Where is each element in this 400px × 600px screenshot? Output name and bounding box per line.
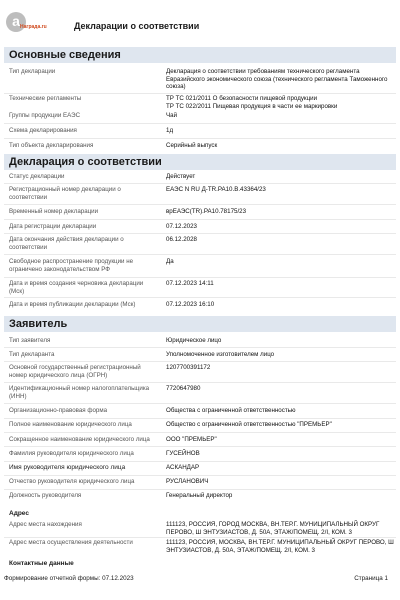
field-value: 111123, РОССИЯ, ГОРОД МОСКВА, ВН.ТЕР.Г. МУНИЦИПАЛЬНЫЙ ОКРУГ ПЕРОВО, Ш ЭНТУЗИАСТОВ, Д. 50А, ЭТАЖ/ПОМЕЩ. 2/I, КОМ. 3 — [166, 521, 380, 536]
address-heading: Адрес — [9, 510, 29, 517]
field-value: ГУСЕЙНОВ — [166, 450, 200, 457]
field-value: 7720647980 — [166, 385, 201, 392]
field-value: Общества с ограниченной ответственностью — [166, 407, 296, 414]
divider — [4, 254, 396, 255]
field-value: Уполномоченное изготовителем лицо — [166, 351, 275, 358]
divider — [4, 446, 396, 447]
field-label: Статус декларации — [9, 173, 65, 180]
divider — [4, 361, 396, 362]
divider — [4, 489, 396, 490]
field-value: Действует — [166, 173, 196, 180]
logo-text: Награда.ru — [20, 24, 47, 30]
page-title: Декларации о соответствии — [74, 21, 200, 31]
field-label: Свободное распространение продукции не ограничено законодательством РФ — [9, 258, 134, 273]
page-number: Страница 1 — [354, 575, 388, 582]
field-value: ТР ТС 021/2011 О безопасности пищевой продукции ТР ТС 022/2011 Пищевая продукция в части ее маркировки — [166, 95, 338, 110]
field-label: Схема декларирования — [9, 127, 77, 134]
field-value: Декларация о соответствии требованиям технического регламента Евразийского экономического союза (технического регламента Таможенного союза) — [166, 68, 388, 91]
field-value: Да — [166, 258, 174, 265]
page-header — [0, 0, 400, 42]
logo-icon: a — [6, 12, 26, 32]
divider — [4, 347, 396, 348]
divider — [4, 382, 396, 383]
divider — [4, 123, 396, 124]
divider — [4, 537, 396, 538]
field-label: Сокращенное наименование юридического лица — [9, 436, 150, 443]
field-label: Регистрационный номер декларации о соответствии — [9, 186, 121, 201]
field-value: Серийный выпуск — [166, 142, 218, 149]
field-label: Временный номер декларации — [9, 208, 99, 215]
divider — [4, 277, 396, 278]
section-applicant: Заявитель — [4, 316, 396, 332]
field-value: 06.12.2028 — [166, 236, 197, 243]
field-label: Технические регламенты — [9, 95, 82, 102]
field-label: Идентификационный номер налогоплательщика (ИНН) — [9, 385, 150, 400]
field-label: Тип декларации — [9, 68, 56, 75]
field-value: АСКАНДАР — [166, 464, 200, 471]
field-label: Отчество руководителя юридического лица — [9, 478, 135, 485]
field-value: ЕАЭС N RU Д-TR.PA10.В.43364/23 — [166, 186, 266, 193]
field-value: Чай — [166, 112, 178, 119]
field-label: Тип декларанта — [9, 351, 55, 358]
field-label: Адрес места нахождения — [9, 521, 82, 528]
field-label: Дата регистрации декларации — [9, 223, 97, 230]
divider — [4, 432, 396, 433]
field-label: Должность руководителя — [9, 492, 82, 499]
field-value: РУСЛАНОВИЧ — [166, 478, 209, 485]
divider — [4, 297, 396, 298]
field-value: Общество с ограниченной ответственностью "ПРЕМЬЕР" — [166, 421, 332, 428]
field-value: Генеральный директор — [166, 492, 233, 499]
field-label: Тип объекта декларирования — [9, 142, 94, 149]
field-value: Юридическое лицо — [166, 337, 222, 344]
section-declaration: Декларация о соответствии — [4, 154, 396, 170]
divider — [4, 183, 396, 184]
divider — [4, 93, 396, 94]
divider — [4, 233, 396, 234]
field-label: Адрес места осуществления деятельности — [9, 539, 133, 546]
contacts-heading: Контактные данные — [9, 560, 74, 567]
field-label: Организационно-правовая форма — [9, 407, 108, 414]
field-label: Фамилия руководителя юридического лица — [9, 450, 134, 457]
field-value: 07.12.2023 14:11 — [166, 280, 214, 287]
field-value: 1207700391172 — [166, 364, 211, 371]
section-basic: Основные сведения — [4, 47, 396, 63]
field-label: Группы продукции ЕАЭС — [9, 112, 81, 119]
field-value: ООО "ПРЕМЬЕР" — [166, 436, 217, 443]
field-label: Основной государственный регистрационный номер юридического лица (ОГРН) — [9, 364, 141, 379]
field-value: 07.12.2023 — [166, 223, 197, 230]
divider — [4, 461, 396, 462]
divider — [4, 475, 396, 476]
report-date: Формирование отчетной формы: 07.12.2023 — [4, 575, 134, 582]
field-value: 1д — [166, 127, 174, 134]
field-label: Дата и время публикации декларации (Мск) — [9, 301, 136, 308]
field-label: Тип заявителя — [9, 337, 51, 344]
divider — [4, 204, 396, 205]
field-label: Дата и время создания черновика декларации (Мск) — [9, 280, 144, 295]
field-label: Имя руководителя юридического лица — [9, 464, 126, 471]
divider — [4, 418, 396, 419]
divider — [4, 219, 396, 220]
logo — [6, 12, 47, 36]
field-value: врЕАЭС(TR).PA10.78175/23 — [166, 208, 247, 215]
divider — [4, 403, 396, 404]
field-label: Дата окончания действия декларации о соответствии — [9, 236, 124, 251]
field-value: 07.12.2023 16:10 — [166, 301, 215, 308]
divider — [4, 138, 396, 139]
field-value: 111123, РОССИЯ, МОСКВА, ВН.ТЕР.Г. МУНИЦИПАЛЬНЫЙ ОКРУГ ПЕРОВО, Ш ЭНТУЗИАСТОВ, Д. 50А, ЭТАЖ/ПОМЕЩ. 2/I, КОМ. 3 — [166, 539, 394, 554]
field-label: Полное наименование юридического лица — [9, 421, 132, 428]
